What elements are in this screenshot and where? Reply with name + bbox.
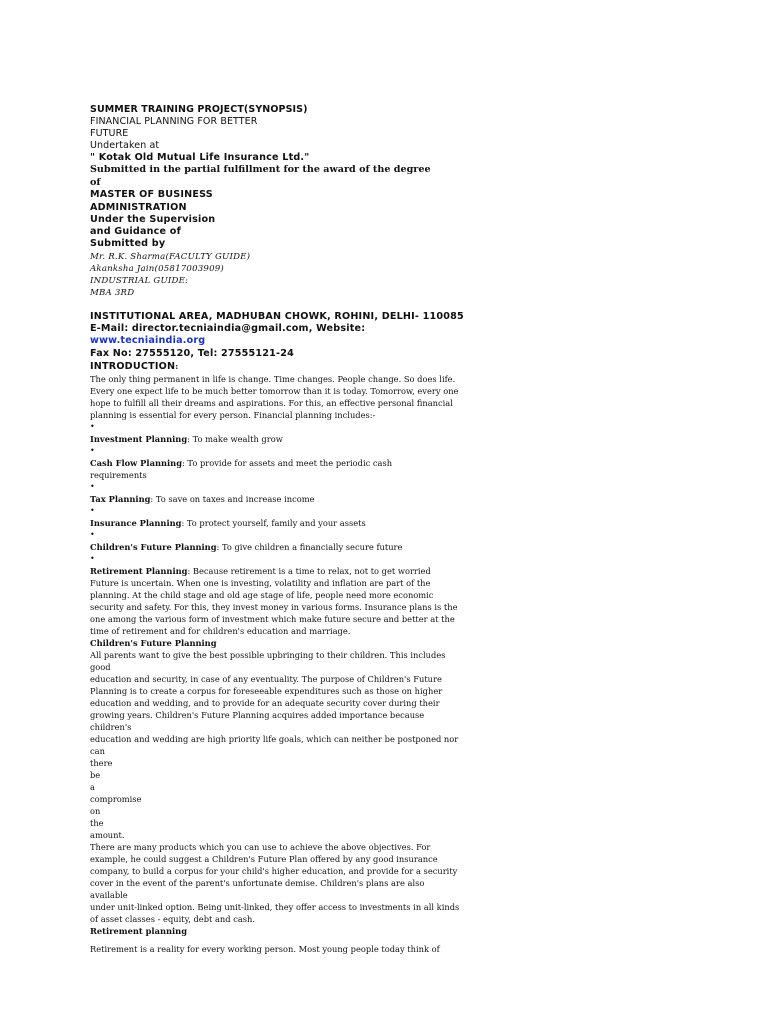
retirement-paragraph — [90, 577, 462, 637]
paragraph-line: education and wedding are high priority life goals, which can neither be postponed nor — [90, 734, 459, 745]
paragraph-word: compromise — [90, 794, 142, 805]
bullet-icon: • — [90, 554, 95, 564]
bullet-icon: • — [90, 422, 95, 432]
paragraph-word: can — [90, 746, 105, 757]
list-item-children — [90, 541, 490, 553]
item-label: Retirement Planning — [90, 566, 188, 577]
document-page — [90, 104, 490, 955]
bullet-icon: • — [90, 506, 95, 516]
paragraph-line: education and wedding, and to provide for an adequate security cover during their — [90, 698, 440, 709]
item-text: : To give children a financially secure future — [216, 542, 403, 553]
student-name: Akanksha Jain(05817003909) — [90, 263, 224, 274]
paragraph-line: planning. At the child stage and old age stage of life, people need more economic — [90, 590, 434, 601]
list-item-cash-flow-cont: requirements — [90, 470, 147, 481]
intro-heading-colon: : — [175, 360, 179, 371]
paragraph-word: the — [90, 818, 104, 829]
item-text: : To make wealth grow — [187, 434, 283, 445]
intro-heading — [90, 360, 490, 373]
paragraph-word: on — [90, 806, 101, 817]
faculty-guide: Mr. R.K. Sharma(FACULTY GUIDE) — [90, 251, 251, 262]
degree-line2: ADMINISTRATION — [90, 201, 187, 213]
paragraph-line: growing years. Children's Future Planning acquires added importance because children's — [90, 710, 425, 733]
item-text: : Because retirement is a time to relax, not to get worried — [187, 566, 431, 577]
intro-line: Every one expect life to be much better tomorrow than it is today. Tomorrow, every one — [90, 386, 459, 397]
project-title: SUMMER TRAINING PROJECT(SYNOPSIS) — [90, 104, 308, 115]
children-heading — [90, 637, 490, 649]
list-item-cash-flow — [90, 457, 490, 469]
submitted-by-label: Submitted by — [90, 238, 166, 250]
submitted-line2: of — [90, 176, 101, 188]
retirement-planning-heading-text: Retirement planning — [90, 926, 187, 937]
children-paragraph — [90, 649, 462, 925]
intro-line: The only thing permanent in life is change. Time changes. People change. So does life. — [90, 374, 456, 385]
institution-address: INSTITUTIONAL AREA, MADHUBAN CHOWK, ROHINI, DELHI- 110085 — [90, 310, 464, 322]
list-item-insurance — [90, 517, 490, 529]
list-item-investment — [90, 433, 490, 445]
paragraph-word: amount. — [90, 830, 125, 841]
paragraph-word: be — [90, 770, 101, 781]
paragraph-word: a — [90, 782, 95, 793]
children-heading-text: Children's Future Planning — [90, 638, 217, 649]
institution-email: E-Mail: director.tecniaindia@gmail.com, Website: — [90, 323, 366, 335]
bullet-icon: • — [90, 530, 95, 540]
institution-website-link[interactable]: www.tecniaindia.org — [90, 335, 206, 347]
paragraph-word: there — [90, 758, 113, 769]
paragraph-line: cover in the event of the parent's unfortunate demise. Children's plans are also available — [90, 878, 425, 901]
retirement-planning-heading — [90, 925, 490, 937]
undertaken-label: Undertaken at — [90, 140, 160, 151]
intro-line: planning is essential for every person. Financial planning includes:- — [90, 410, 376, 421]
item-label: Cash Flow Planning — [90, 458, 182, 469]
list-item-retirement — [90, 565, 490, 577]
institution-phone: Fax No: 27555120, Tel: 27555121-24 — [90, 347, 294, 359]
paragraph-line: education and security, in case of any eventuality. The purpose of Children's Future — [90, 674, 442, 685]
item-label: Investment Planning — [90, 434, 188, 445]
paragraph-line: example, he could suggest a Children's Future Plan offered by any good insurance — [90, 854, 438, 865]
intro-line: hope to fulfill all their dreams and aspirations. For this, an effective personal financial — [90, 398, 453, 409]
list-item-tax — [90, 493, 490, 505]
class-label: MBA 3RD — [90, 287, 135, 298]
guidance-label: and Guidance of — [90, 226, 181, 238]
item-label: Children's Future Planning — [90, 542, 217, 553]
degree-line1: MASTER OF BUSINESS — [90, 189, 213, 201]
paragraph-line: Planning is to create a corpus for foreseeable expenditures such as those on higher — [90, 686, 443, 697]
paragraph-line: one among the various form of investment which make future secure and better at the — [90, 614, 455, 625]
industrial-guide: INDUSTRIAL GUIDE: — [90, 275, 189, 286]
paragraph-line: There are many products which you can use to achieve the above objectives. For — [90, 842, 431, 853]
paragraph-line: under unit-linked option. Being unit-linked, they offer access to investments in all kinds — [90, 902, 460, 913]
item-text: : To save on taxes and increase income — [150, 494, 315, 505]
paragraph-line: of asset classes - equity, debt and cash. — [90, 914, 256, 925]
paragraph-line: security and safety. For this, they invest money in various forms. Insurance plans is the — [90, 602, 458, 613]
intro-paragraph — [90, 373, 462, 421]
paragraph-line: time of retirement and for children's education and marriage. — [90, 626, 351, 637]
item-text: : To provide for assets and meet the periodic cash — [182, 458, 393, 469]
project-subtitle-line1: FINANCIAL PLANNING FOR BETTER — [90, 116, 258, 127]
submitted-line1: Submitted in the partial fulfillment for the award of the degree — [90, 164, 431, 176]
retirement-planning-line: Retirement is a reality for every working person. Most young people today think of — [90, 944, 440, 955]
bullet-icon: • — [90, 482, 95, 492]
item-text: : To protect yourself, family and your assets — [181, 518, 366, 529]
item-label: Tax Planning — [90, 494, 151, 505]
paragraph-line: Future is uncertain. When one is investing, volatility and inflation are part of the — [90, 578, 431, 589]
company-name: " Kotak Old Mutual Life Insurance Ltd." — [90, 152, 310, 163]
paragraph-line: All parents want to give the best possible upbringing to their children. This includes good — [90, 650, 446, 673]
paragraph-line: company, to build a corpus for your child's higher education, and provide for a security — [90, 866, 458, 877]
project-subtitle-line2: FUTURE — [90, 128, 129, 139]
bullet-icon: • — [90, 446, 95, 456]
intro-heading-text: INTRODUCTION — [90, 360, 176, 372]
item-label: Insurance Planning — [90, 518, 182, 529]
supervision-label: Under the Supervision — [90, 213, 216, 225]
